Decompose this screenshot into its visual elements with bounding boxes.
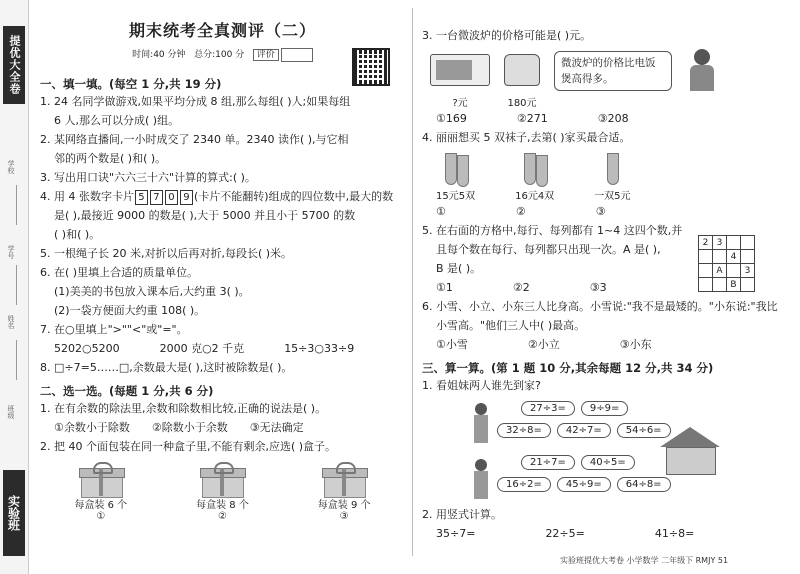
oval-row [518,453,638,472]
sock-price: 16元4双 [515,191,555,202]
sock-option [436,151,475,202]
digit-card: 0 [165,190,178,205]
rating-label: 评价 [253,49,279,61]
calc-oval: 45÷9= [557,477,611,492]
calc-oval: 32÷8= [497,423,551,438]
grid-cell [699,250,713,264]
grid-cell [741,278,755,292]
c1-option[interactable]: ②除数小于余数 [151,420,228,434]
q4-prefix: 4. 用 4 张数字卡片 [40,189,134,203]
c1-option[interactable]: ③无法确定 [249,420,304,434]
c3-option[interactable]: ②271 [516,112,548,125]
calc-oval: 42÷7= [557,423,611,438]
c6-option[interactable]: ②小立 [527,338,560,351]
microwave [430,54,490,109]
q4-line-a [40,187,405,206]
c3-line: 3. 一台微波炉的价格可能是( )元。 [422,29,592,42]
calc-oval: 27÷3= [521,401,575,416]
c5-option[interactable]: ②2 [512,281,530,294]
grid-cell [713,250,727,264]
grid-cell: 4 [727,250,741,264]
gift-box-icon [322,462,366,496]
q7-line: 7. 在○里填上">""<"或"="。 [40,322,188,336]
grid-cell [741,236,755,250]
c5-option[interactable]: ①1 [436,281,453,294]
calc-oval: 21÷7= [521,455,575,470]
rice-cooker-price: 180元 [507,98,537,109]
field-line [16,265,17,305]
grid-cell: A [713,264,727,278]
q5-line: 5. 一根绳子长 20 米,对折以后再对折,每段长( )米。 [40,246,293,260]
q7-items [40,339,405,358]
digit-card: 9 [180,190,193,205]
grid-cell [699,278,713,292]
number-grid [698,235,755,292]
gift-boxes [40,462,405,522]
oval-row [494,475,674,494]
q6-b: (2)一袋方便面大约重 108( )。 [54,303,206,317]
exam-meta [40,47,405,62]
k2-line: 2. 用竖式计算。 [422,508,502,521]
q7-item: 2000 克○2 千克 [159,341,245,355]
c3-pictures [422,49,792,109]
field-name: 姓名 [7,315,15,329]
grid-cell: 3 [713,236,727,250]
brand-bottom: 实验班 [3,470,25,556]
oval-row [518,399,631,418]
c5-line-a: 5. 在右面的方格中,每行、每列都有 1~4 这四个数,并 [422,224,683,237]
oval-row [494,421,674,440]
q2-line-a: 2. 某网络直播间,一小时成交了 2340 单。2340 读作( ),与它相 [40,132,349,146]
k1-line: 1. 看姐妹两人谁先到家? [422,379,541,392]
q4-suffix: (卡片不能翻转)组成的四位数中,最大的数 [193,189,394,203]
q4-line-c: ( )和( )。 [54,227,101,241]
socks-icon [597,151,627,187]
vertical-calc: 22÷5= [545,527,585,540]
sock-price: 15元5双 [436,191,476,202]
grid-cell: 3 [741,264,755,278]
digit-card: 7 [150,190,163,205]
section-3-heading: 三、算一算。(第 1 题 10 分,其余每题 12 分,共 34 分) [422,361,714,375]
rice-cooker [504,54,540,109]
gift-label: 每盒装 6 个 [74,499,128,511]
grid-cell [727,236,741,250]
grid-cell: B [727,278,741,292]
c5-option[interactable]: ③3 [589,281,607,294]
gift-number: ② [217,510,227,522]
c6-option[interactable]: ③小东 [619,338,652,351]
gift-label: 每盒装 8 个 [196,499,249,511]
sock-price: 一双5元 [594,191,631,202]
grid-cell [741,250,755,264]
c1-options [40,418,405,437]
field-line [16,340,17,380]
calc-oval: 16÷2= [497,477,551,492]
left-column [40,10,405,522]
c4-option[interactable]: ③ [595,205,606,218]
rice-cooker-icon [504,54,540,86]
column-divider [412,8,413,556]
sister-icon [472,403,490,443]
calc-oval: 40÷5= [581,455,635,470]
path-puzzle [422,399,792,505]
grid-cell [699,264,713,278]
c4-options [422,202,792,221]
c6-line-a: 6. 小雪、小立、小东三人比身高。小雪说:"我不是最矮的。"小东说:"我比 [422,300,778,313]
socks-icon [520,151,550,187]
gift-option[interactable] [318,462,371,522]
gift-number: ① [96,510,106,522]
house-icon [660,427,720,473]
c3-options [422,109,792,128]
section-1-heading: 一、填一填。(每空 1 分,共 19 分) [40,76,222,91]
microwave-icon [430,54,490,86]
calc-oval: 64÷8= [617,477,671,492]
section-2-heading: 二、选一选。(每题 1 分,共 6 分) [40,383,214,398]
q7-item: 5202○5200 [54,341,120,355]
digit-card: 5 [135,190,148,205]
sister-icon [472,459,490,499]
q8-line: 8. □÷7=5……□,余数最大是( ),这时被除数是( )。 [40,360,293,374]
gift-option[interactable] [196,462,249,522]
gift-label: 每盒装 9 个 [317,499,371,511]
grid-cell [713,278,727,292]
binding-sidebar [0,0,29,574]
socks-icon [441,151,471,187]
c5-line-c: B 是( )。 [436,262,482,275]
qr-code-icon [352,48,390,86]
c1-line: 1. 在有余数的除法里,余数和除数相比较,正确的说法是( )。 [40,401,327,415]
microwave-price: ?元 [452,98,468,109]
q4-line-b: 是( ),最接近 9000 的数是( ),大于 5000 并且小于 5700 的数 [54,208,356,222]
c4-line: 4. 丽丽想买 5 双袜子,去第( )家买最合适。 [422,131,631,144]
c4-option[interactable]: ① [436,205,446,218]
c5-line-b: 且每个数在每行、每列都只出现一次。A 是( ), [436,243,661,256]
vertical-calc: 41÷8= [654,527,695,540]
rating-box[interactable] [281,48,313,62]
q1-line-a: 1. 24 名同学做游戏,如果平均分成 8 组,那么每组( )人;如果每组 [40,94,351,108]
calc-oval: 9÷9= [581,401,628,416]
field-class: 班级 [7,405,15,419]
c6-line-b: 小雪高。"他们三人中( )最高。 [436,319,586,332]
boy-icon [686,49,716,91]
brand-top: 提优大全卷 [3,26,25,104]
sock-option [515,151,554,202]
q6-line: 6. 在( )里填上合适的质量单位。 [40,265,199,279]
right-column [422,10,792,543]
c3-option[interactable]: ③208 [597,112,629,125]
field-school: 学校 [7,160,15,174]
q2-line-b: 邻的两个数是( )和( )。 [54,151,167,165]
page-footer: 实验班提优大考卷 小学数学 二年级下 RMJY 51 [560,556,729,565]
sock-option [594,151,630,202]
speech-bubble: 微波炉的价格比电饭煲高得多。 [554,51,672,91]
q1-line-b: 6 人,那么可以分成( )组。 [54,113,180,127]
c6-option[interactable]: ①小雪 [436,338,468,351]
socks-row [422,151,792,202]
total-score: 总分:100 分 [194,50,245,60]
field-line [16,185,17,225]
c6-options [422,335,792,354]
time-limit: 时间:40 分钟 [132,50,186,60]
c1-option[interactable]: ①余数小于除数 [54,420,130,434]
q3-line: 3. 写出用口诀"六六三十六"计算的算式:( )。 [40,170,256,184]
page-title: 期末统考全真测评（二） [128,21,316,40]
vertical-calc-row [422,524,792,543]
gift-box-icon [79,462,123,496]
gift-option[interactable] [74,462,127,522]
q6-a: (1)美美的书包放入课本后,大约重 3( )。 [54,284,250,298]
c3-option[interactable]: ①169 [436,112,467,125]
c2-line: 2. 把 40 个面包装在同一种盒子里,不能有剩余,应选( )盒子。 [40,439,337,453]
calc-oval: 54÷6= [617,423,671,438]
grid-cell [727,264,741,278]
q7-item: 15÷3○33÷9 [284,341,355,355]
grid-cell: 2 [699,236,713,250]
vertical-calc: 35÷7= [436,527,476,540]
field-number: 学号 [7,245,15,259]
c4-option[interactable]: ② [515,205,526,218]
gift-box-icon [200,462,244,496]
gift-number: ③ [339,510,349,522]
